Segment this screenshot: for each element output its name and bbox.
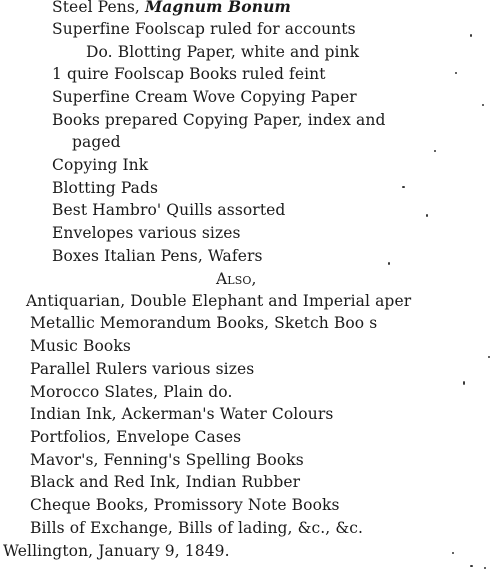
list-item-text: Bills of Exchange, Bills of lading, &c., &c. bbox=[30, 519, 364, 537]
print-speck bbox=[402, 186, 405, 188]
list-item bbox=[52, 109, 385, 131]
list-item-text: Metallic Memorandum Books, Sketch Boo s bbox=[30, 314, 378, 332]
list-item-text: Boxes Italian Pens, Wafers bbox=[52, 247, 263, 265]
list-item-text: 1 quire Foolscap Books ruled feint bbox=[52, 65, 326, 83]
print-speck bbox=[470, 34, 472, 37]
list-item-text: Blotting Pads bbox=[52, 179, 159, 197]
list-item-text: paged bbox=[72, 133, 121, 151]
list-item bbox=[52, 18, 356, 40]
section-heading: Also, bbox=[216, 270, 257, 288]
list-item bbox=[26, 290, 411, 312]
list-item bbox=[52, 0, 291, 18]
list-item bbox=[30, 449, 304, 471]
list-item bbox=[30, 381, 233, 403]
list-item-text: Superfine Cream Wove Copying Paper bbox=[52, 88, 357, 106]
list-item-text: Indian Ink, Ackerman's Water Colours bbox=[30, 405, 334, 423]
list-item-text: Portfolios, Envelope Cases bbox=[30, 428, 242, 446]
print-speck bbox=[455, 72, 457, 74]
list-item bbox=[30, 517, 363, 539]
print-speck bbox=[452, 552, 454, 554]
list-item-text: Envelopes various sizes bbox=[52, 224, 241, 242]
list-item bbox=[52, 63, 326, 85]
list-item bbox=[30, 335, 131, 357]
list-item-text: Cheque Books, Promissory Note Books bbox=[30, 496, 340, 514]
print-speck bbox=[434, 150, 436, 152]
print-speck bbox=[488, 356, 490, 358]
list-item-text: Antiquarian, Double Elephant and Imperial aper bbox=[26, 292, 412, 310]
list-item-text: Morocco Slates, Plain do. bbox=[30, 383, 233, 401]
list-item-text: Superfine Foolscap ruled for accounts bbox=[52, 20, 356, 38]
list-item-text: Music Books bbox=[30, 337, 131, 355]
list-item-text: Mavor's, Fenning's Spelling Books bbox=[30, 451, 304, 469]
print-speck bbox=[426, 214, 428, 217]
list-item bbox=[30, 403, 333, 425]
list-item bbox=[52, 245, 263, 267]
list-item-text: Best Hambro' Quills assorted bbox=[52, 201, 286, 219]
list-item bbox=[30, 494, 340, 516]
list-item bbox=[30, 426, 241, 448]
list-item bbox=[52, 199, 285, 221]
list-item bbox=[52, 177, 158, 199]
list-item bbox=[30, 358, 254, 380]
list-item-text: Books prepared Copying Paper, index and bbox=[52, 111, 386, 129]
list-item bbox=[52, 86, 357, 108]
list-item-text: Do. Blotting Paper, white and pink bbox=[86, 43, 360, 61]
list-item bbox=[86, 41, 359, 63]
print-speck bbox=[482, 104, 484, 106]
list-item-text: Black and Red Ink, Indian Rubber bbox=[30, 473, 301, 491]
list-item-text: Steel Pens, bbox=[52, 0, 145, 16]
list-item-text: Parallel Rulers various sizes bbox=[30, 360, 255, 378]
print-speck bbox=[388, 262, 390, 265]
dateline: Wellington, January 9, 1849. bbox=[3, 542, 230, 560]
list-item bbox=[30, 312, 377, 334]
list-item-continuation bbox=[72, 131, 121, 153]
list-item-text: Copying Ink bbox=[52, 156, 149, 174]
print-speck bbox=[484, 567, 486, 569]
list-item bbox=[30, 471, 300, 493]
print-speck bbox=[463, 381, 465, 385]
print-speck bbox=[470, 565, 473, 567]
list-item bbox=[52, 222, 241, 244]
list-item bbox=[52, 154, 148, 176]
list-item-emphasis: Magnum Bonum bbox=[144, 0, 291, 16]
